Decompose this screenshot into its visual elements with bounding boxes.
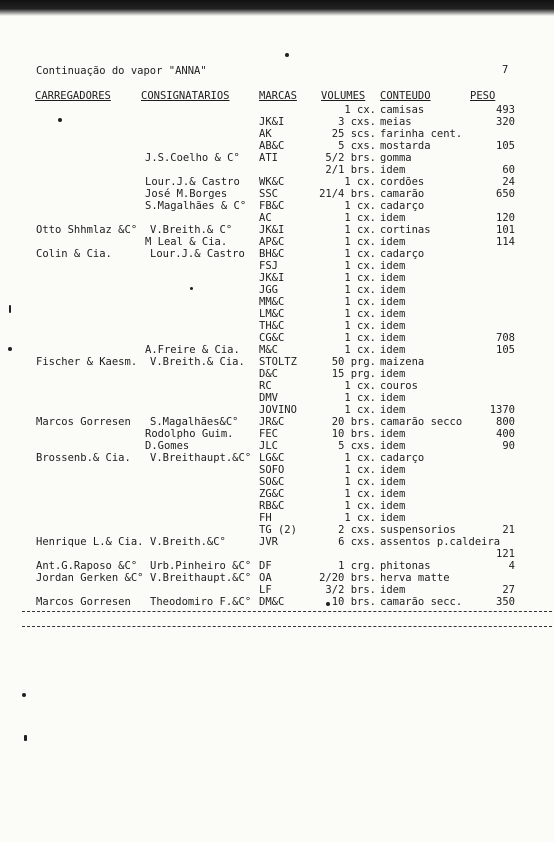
marca-cell: SO&C xyxy=(259,476,285,488)
shipper-cell: Brossenb.& Cia. xyxy=(36,452,131,464)
volumes-cell: 1 cx. xyxy=(344,176,376,188)
peso-cell: 350 xyxy=(496,596,515,608)
marca-cell: JK&I xyxy=(259,116,285,128)
peso-cell: 121 xyxy=(496,548,515,560)
consignee-cell: Theodomiro F.&C° xyxy=(150,596,252,608)
peso-cell: 708 xyxy=(496,332,515,344)
peso-cell: 105 xyxy=(496,344,515,356)
peso-cell: 1370 xyxy=(489,404,515,416)
marca-cell: WK&C xyxy=(259,176,285,188)
marca-cell: D&C xyxy=(259,368,278,380)
volumes-cell: 1 cx. xyxy=(344,344,376,356)
marca-cell: M&C xyxy=(259,344,278,356)
volumes-cell: 1 crg. xyxy=(338,560,376,572)
conteudo-cell: idem xyxy=(380,308,406,320)
peso-cell: 120 xyxy=(496,212,515,224)
shipper-cell: Marcos Gorresen xyxy=(36,596,131,608)
volumes-cell: 2 cxs. xyxy=(338,524,376,536)
consignee-cell: Urb.Pinheiro &C° xyxy=(150,560,252,572)
peso-cell: 320 xyxy=(496,116,515,128)
conteudo-cell: camarão secc. xyxy=(380,596,463,608)
consignee-cell: M Leal & Cia. xyxy=(145,236,228,248)
marca-cell: AP&C xyxy=(259,236,285,248)
conteudo-cell: cadarço xyxy=(380,200,425,212)
conteudo-cell: idem xyxy=(380,404,406,416)
volumes-cell: 1 cx. xyxy=(344,404,376,416)
conteudo-cell: mostarda xyxy=(380,140,431,152)
conteudo-cell: idem xyxy=(380,320,406,332)
volumes-cell: 21/4 brs. xyxy=(319,188,376,200)
volumes-cell: 1 cx. xyxy=(344,200,376,212)
volumes-cell: 1 cx. xyxy=(344,236,376,248)
conteudo-cell: idem xyxy=(380,428,406,440)
marca-cell: AC xyxy=(259,212,272,224)
ink-speck xyxy=(58,118,62,122)
marca-cell: FB&C xyxy=(259,200,285,212)
peso-cell: 114 xyxy=(496,236,515,248)
peso-cell: 27 xyxy=(502,584,515,596)
volumes-cell: 6 cxs. xyxy=(338,536,376,548)
conteudo-cell: idem xyxy=(380,368,406,380)
marca-cell: JLC xyxy=(259,440,278,452)
peso-cell: 90 xyxy=(502,440,515,452)
volumes-cell: 3/2 brs. xyxy=(325,584,376,596)
header-peso: PESO xyxy=(470,90,496,102)
volumes-cell: 50 prg. xyxy=(331,356,376,368)
conteudo-cell: idem xyxy=(380,260,406,272)
volumes-cell: 10 brs. xyxy=(331,428,376,440)
conteudo-cell: maizena xyxy=(380,356,425,368)
volumes-cell: 2/20 brs. xyxy=(319,572,376,584)
consignee-cell: A.Freire & Cia. xyxy=(145,344,240,356)
header-carregadores: CARREGADORES xyxy=(35,90,111,102)
conteudo-cell: idem xyxy=(380,332,406,344)
volumes-cell: 1 cx. xyxy=(344,212,376,224)
consignee-cell: J.S.Coelho & C° xyxy=(145,152,240,164)
volumes-cell: 5 cxs. xyxy=(338,140,376,152)
consignee-cell: V.Breithaupt.&C° xyxy=(150,452,252,464)
marca-cell: JK&I xyxy=(259,272,285,284)
marca-cell: JK&I xyxy=(259,224,285,236)
page-number: 7 xyxy=(502,64,509,76)
conteudo-cell: cadarço xyxy=(380,452,425,464)
volumes-cell: 1 cx. xyxy=(344,248,376,260)
peso-cell: 4 xyxy=(508,560,515,572)
header-volumes: VOLUMES xyxy=(321,90,366,102)
consignee-cell: V.Breith.& C° xyxy=(150,224,233,236)
header-marcas: MARCAS xyxy=(259,90,297,102)
consignee-cell: V.Breith.&C° xyxy=(150,536,226,548)
consignee-cell: Lour.J.& Castro xyxy=(145,176,240,188)
marca-cell: DF xyxy=(259,560,272,572)
volumes-cell: 1 cx. xyxy=(344,452,376,464)
volumes-cell: 5/2 brs. xyxy=(325,152,376,164)
peso-cell: 105 xyxy=(496,140,515,152)
ink-speck xyxy=(22,693,26,697)
conteudo-cell: idem xyxy=(380,344,406,356)
marca-cell: BH&C xyxy=(259,248,285,260)
conteudo-cell: phitonas xyxy=(380,560,431,572)
peso-cell: 24 xyxy=(502,176,515,188)
scan-top-edge xyxy=(0,0,554,16)
ink-speck xyxy=(9,305,11,313)
volumes-cell: 5 cxs. xyxy=(338,440,376,452)
volumes-cell: 15 prg. xyxy=(331,368,376,380)
marca-cell: LG&C xyxy=(259,452,285,464)
marca-cell: ZG&C xyxy=(259,488,285,500)
shipper-cell: Colin & Cia. xyxy=(36,248,112,260)
ink-speck xyxy=(24,735,27,741)
consignee-cell: S.Magalhães & C° xyxy=(145,200,247,212)
marca-cell: LF xyxy=(259,584,272,596)
marca-cell: JVR xyxy=(259,536,278,548)
shipper-cell: Fischer & Kaesm. xyxy=(36,356,138,368)
volumes-cell: 1 cx. xyxy=(344,392,376,404)
volumes-cell: 1 cx. xyxy=(344,500,376,512)
marca-cell: STOLTZ xyxy=(259,356,297,368)
marca-cell: FSJ xyxy=(259,260,278,272)
volumes-cell: 1 cx. xyxy=(344,476,376,488)
volumes-cell: 1 cx. xyxy=(344,320,376,332)
marca-cell: JOVINO xyxy=(259,404,297,416)
volumes-cell: 10 brs. xyxy=(331,596,376,608)
marca-cell: DMV xyxy=(259,392,278,404)
volumes-cell: 20 brs. xyxy=(331,416,376,428)
conteudo-cell: couros xyxy=(380,380,418,392)
marca-cell: ATI xyxy=(259,152,278,164)
consignee-cell: Rodolpho Guim. xyxy=(145,428,234,440)
conteudo-cell: cortinas xyxy=(380,224,431,236)
conteudo-cell: idem xyxy=(380,296,406,308)
conteudo-cell: idem xyxy=(380,392,406,404)
peso-cell: 101 xyxy=(496,224,515,236)
volumes-cell: 1 cx. xyxy=(344,224,376,236)
volumes-cell: 1 cx. xyxy=(344,272,376,284)
consignee-cell: V.Breith.& Cia. xyxy=(150,356,245,368)
marca-cell: FEC xyxy=(259,428,278,440)
conteudo-cell: idem xyxy=(380,164,406,176)
conteudo-cell: gomma xyxy=(380,152,412,164)
ink-speck xyxy=(8,347,12,351)
consignee-cell: V.Breithaupt.&C° xyxy=(150,572,252,584)
peso-cell: 60 xyxy=(502,164,515,176)
shipper-cell: Otto Shhmlaz &C° xyxy=(36,224,138,236)
marca-cell: TG (2) xyxy=(259,524,297,536)
shipper-cell: Jordan Gerken &C° xyxy=(36,572,144,584)
marca-cell: TH&C xyxy=(259,320,285,332)
consignee-cell: D.Gomes xyxy=(145,440,190,452)
consignee-cell: José M.Borges xyxy=(145,188,228,200)
volumes-cell: 2/1 brs. xyxy=(325,164,376,176)
conteudo-cell: idem xyxy=(380,464,406,476)
peso-cell: 21 xyxy=(502,524,515,536)
conteudo-cell: idem xyxy=(380,512,406,524)
conteudo-cell: assentos p.caldeira xyxy=(380,536,501,548)
conteudo-cell: camarão secco xyxy=(380,416,463,428)
volumes-cell: 3 cxs. xyxy=(338,116,376,128)
marca-cell: JGG xyxy=(259,284,278,296)
peso-cell: 650 xyxy=(496,188,515,200)
volumes-cell: 25 scs. xyxy=(331,128,376,140)
marca-cell: AB&C xyxy=(259,140,285,152)
shipper-cell: Ant.G.Raposo &C° xyxy=(36,560,138,572)
shipper-cell: Marcos Gorresen xyxy=(36,416,131,428)
volumes-cell: 1 cx. xyxy=(344,380,376,392)
marca-cell: RC xyxy=(259,380,272,392)
conteudo-cell: idem xyxy=(380,440,406,452)
volumes-cell: 1 cx. xyxy=(344,284,376,296)
consignee-cell: Lour.J.& Castro xyxy=(150,248,245,260)
ink-speck xyxy=(326,602,330,606)
conteudo-cell: idem xyxy=(380,500,406,512)
volumes-cell: 1 cx. xyxy=(344,332,376,344)
peso-cell: 493 xyxy=(496,104,515,116)
volumes-cell: 1 cx. xyxy=(344,260,376,272)
conteudo-cell: idem xyxy=(380,584,406,596)
conteudo-cell: farinha cent. xyxy=(380,128,463,140)
marca-cell: AK xyxy=(259,128,272,140)
conteudo-cell: cadarço xyxy=(380,248,425,260)
header-consignatarios: CONSIGNATARIOS xyxy=(141,90,230,102)
page-title: Continuação do vapor "ANNA" xyxy=(36,65,207,77)
volumes-cell: 1 cx. xyxy=(344,296,376,308)
marca-cell: CG&C xyxy=(259,332,285,344)
marca-cell: FH xyxy=(259,512,272,524)
volumes-cell: 1 cx. xyxy=(344,104,376,116)
consignee-cell: S.Magalhães&C° xyxy=(150,416,239,428)
conteudo-cell: idem xyxy=(380,284,406,296)
ink-speck xyxy=(190,287,193,290)
bottom-rule-2 xyxy=(22,626,552,627)
conteudo-cell: suspensorios xyxy=(380,524,456,536)
marca-cell: LM&C xyxy=(259,308,285,320)
marca-cell: OA xyxy=(259,572,272,584)
conteudo-cell: cordões xyxy=(380,176,425,188)
marca-cell: DM&C xyxy=(259,596,285,608)
conteudo-cell: idem xyxy=(380,212,406,224)
conteudo-cell: meias xyxy=(380,116,412,128)
header-conteudo: CONTEUDO xyxy=(380,90,431,102)
marca-cell: RB&C xyxy=(259,500,285,512)
volumes-cell: 1 cx. xyxy=(344,308,376,320)
ink-speck xyxy=(285,53,289,57)
peso-cell: 800 xyxy=(496,416,515,428)
peso-cell: 400 xyxy=(496,428,515,440)
conteudo-cell: idem xyxy=(380,476,406,488)
conteudo-cell: idem xyxy=(380,272,406,284)
conteudo-cell: herva matte xyxy=(380,572,450,584)
conteudo-cell: idem xyxy=(380,488,406,500)
marca-cell: SSC xyxy=(259,188,278,200)
conteudo-cell: camarão xyxy=(380,188,425,200)
shipper-cell: Henrique L.& Cia. xyxy=(36,536,144,548)
marca-cell: JR&C xyxy=(259,416,285,428)
conteudo-cell: camisas xyxy=(380,104,425,116)
marca-cell: MM&C xyxy=(259,296,285,308)
volumes-cell: 1 cx. xyxy=(344,464,376,476)
conteudo-cell: idem xyxy=(380,236,406,248)
volumes-cell: 1 cx. xyxy=(344,488,376,500)
marca-cell: SOFO xyxy=(259,464,285,476)
volumes-cell: 1 cx. xyxy=(344,512,376,524)
bottom-rule-1 xyxy=(22,611,552,612)
